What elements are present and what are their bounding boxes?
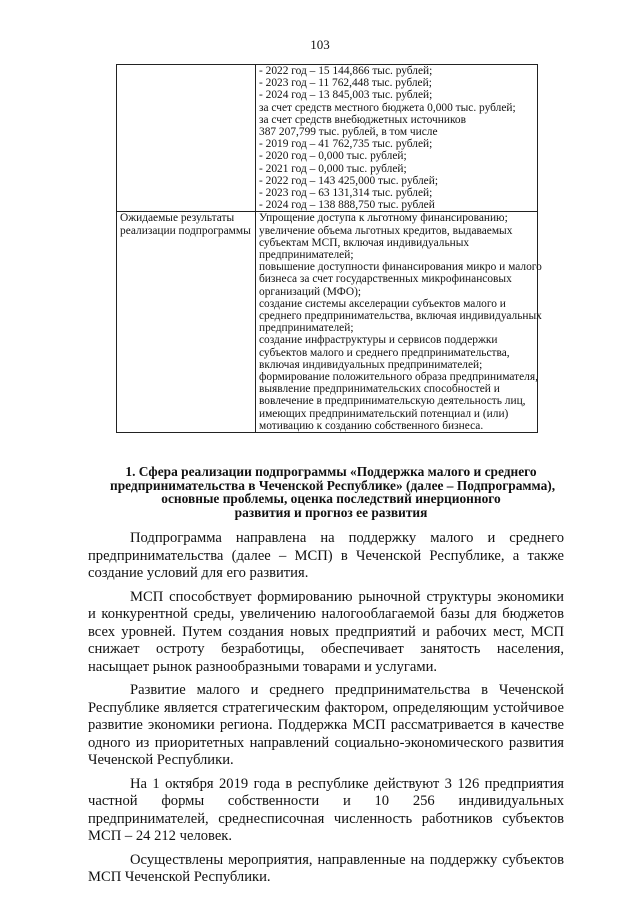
funding-line: - 2019 год – 41 762,735 тыс. рублей; <box>259 138 433 151</box>
paragraph: На 1 октября 2019 года в республике действуют 3 126 предприятия частной формы собственности и 10 256 индивидуальных предпринимателей, среднесписочная численность работников субъектов МСП – 24 212 человек. <box>88 775 564 844</box>
table-cell-results-list <box>256 212 542 433</box>
result-line: мотивацию к созданию собственного бизнеса. <box>259 419 484 432</box>
result-line: среднего предпринимательства, включая индивидуальных <box>259 310 542 323</box>
table-row-expected-results <box>117 212 538 433</box>
funding-line: за счет средств внебюджетных источников <box>259 113 466 126</box>
result-line: создание инфраструктуры и сервисов поддержки <box>259 334 498 347</box>
paragraph: Осуществлены мероприятия, направленные на поддержку субъектов МСП Чеченской Республики. <box>88 851 564 885</box>
results-label-line: Ожидаемые результаты <box>120 212 235 225</box>
result-line: предпринимателей; <box>259 249 354 262</box>
funding-line: за счет средств местного бюджета 0,000 тыс. рублей; <box>259 101 516 114</box>
funding-line: - 2024 год – 13 845,003 тыс. рублей; <box>259 89 433 102</box>
funding-line: 387 207,799 тыс. рублей, в том числе <box>259 126 438 139</box>
table-cell-results-label <box>117 212 256 433</box>
result-line: организаций (МФО); <box>259 285 362 298</box>
page-number: 103 <box>310 37 330 52</box>
result-line: субъектов малого и среднего предпринимательства, <box>259 346 510 359</box>
funding-line: - 2020 год – 0,000 тыс. рублей; <box>259 150 407 163</box>
funding-line: - 2022 год – 143 425,000 тыс. рублей; <box>259 174 438 187</box>
funding-line: - 2023 год – 63 131,314 тыс. рублей; <box>259 187 433 200</box>
result-line: вовлечение в предпринимательскую деятельность лиц, <box>259 395 526 408</box>
section-heading-line: развития и прогноз ее развития <box>234 504 428 520</box>
paragraph: МСП способствует формированию рыночной структуры экономики и конкурентной среды, увеличению налогооблагаемой базы для бюджетов всех уровней. Путем создания новых предприятий и рабочих мест, МСП снижает остроту безработицы, обеспечивает занятость населения, насыщает рынок разнообразными товарами и услугами. <box>88 588 564 675</box>
result-line: увеличение объема льготных кредитов, выдаваемых <box>259 224 513 237</box>
table-cell-funding-details <box>256 65 538 212</box>
funding-line: - 2024 год – 138 888,750 тыс. рублей <box>259 199 435 212</box>
results-label-line: реализации подпрограммы <box>120 224 251 237</box>
result-line: предпринимателей; <box>259 322 354 335</box>
result-line: субъектам МСП, включая индивидуальных <box>259 236 470 249</box>
result-line: создание системы акселерации субъектов малого и <box>259 297 506 310</box>
table-row-funding <box>117 65 538 212</box>
result-line: Упрощение доступа к льготному финансированию; <box>259 212 508 225</box>
result-line: повышение доступности финансирования микро и малого <box>259 261 542 274</box>
result-line: имеющих предпринимательский потенциал и (или) <box>259 407 509 420</box>
funding-line: - 2023 год – 11 762,448 тыс. рублей; <box>259 77 432 90</box>
result-line: бизнеса за счет государственных микрофинансовых <box>259 273 512 286</box>
paragraph: Развитие малого и среднего предпринимательства в Чеченской Республике является стратегическим фактором, определяющим устойчивое развитие экономики региона. Поддержка МСП рассматривается в качестве одного из приоритетных направлений социально-экономического развития Чеченской Республики. <box>88 682 564 768</box>
funding-line: - 2022 год – 15 144,866 тыс. рублей; <box>259 65 433 77</box>
funding-line: - 2021 год – 0,000 тыс. рублей; <box>259 162 407 175</box>
body-text <box>88 530 564 893</box>
section-heading-line: основные проблемы, оценка последствий инерционного <box>161 491 501 507</box>
result-line: выявление предпринимательских способностей и <box>259 383 500 396</box>
result-line: формирование положительного образа предпринимателя, <box>259 371 538 384</box>
result-line: включая индивидуальных предпринимателей; <box>259 358 483 371</box>
section-heading-line: 1. Сфера реализации подпрограммы «Поддержка малого и среднего <box>125 464 537 479</box>
paragraph: Подпрограмма направлена на поддержку малого и среднего предпринимательства (далее – МСП) в Чеченской Республике, а также создание условий для его развития. <box>88 530 564 581</box>
section-heading <box>110 464 556 520</box>
table-cell-empty <box>117 65 256 212</box>
program-passport-table <box>116 64 542 433</box>
section-heading-line: предпринимательства в Чеченской Республике» (далее – Подпрограмма), <box>110 477 556 493</box>
